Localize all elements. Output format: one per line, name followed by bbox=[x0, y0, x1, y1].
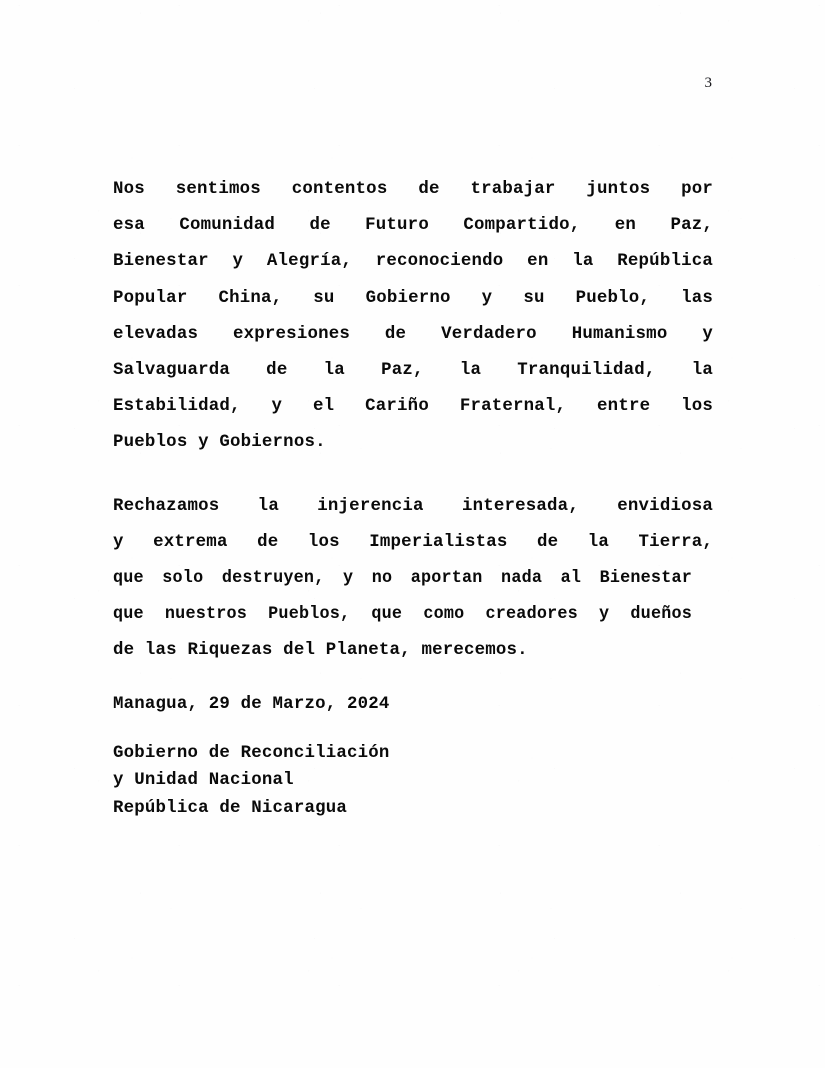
paragraph-rejection-line: que solo destruyen, y no aportan nada al Bienestar bbox=[113, 569, 692, 589]
dateline: Managua, 29 de Marzo, 2024 bbox=[113, 694, 390, 714]
paragraph-gratitude-line: Bienestar y Alegría, reconociendo en la República bbox=[113, 252, 713, 272]
signature-line-country: República de Nicaragua bbox=[113, 798, 347, 818]
paragraph-rejection-line: y extrema de los Imperialistas de la Tierra, bbox=[113, 532, 713, 552]
paragraph-gratitude-line: Popular China, su Gobierno y su Pueblo, las bbox=[113, 288, 713, 308]
paragraph-rejection-line: de las Riquezas del Planeta, merecemos. bbox=[113, 641, 528, 661]
paragraph-gratitude-line: Nos sentimos contentos de trabajar juntos por bbox=[113, 180, 713, 199]
page-number: 3 bbox=[704, 75, 712, 91]
paragraph-gratitude-line: Pueblos y Gobiernos. bbox=[113, 433, 326, 453]
paragraph-rejection-line: que nuestros Pueblos, que como creadores y dueños bbox=[113, 605, 692, 625]
paragraph-gratitude bbox=[113, 172, 713, 462]
signature-spacer bbox=[113, 723, 713, 740]
paragraph-gratitude-line: Salvaguarda de la Paz, la Tranquilidad, la bbox=[113, 361, 713, 381]
paragraph-gratitude-line: Estabilidad, y el Cariño Fraternal, entre los bbox=[113, 397, 713, 417]
paragraph-spacer bbox=[113, 462, 713, 489]
dateline-spacer bbox=[113, 670, 713, 687]
signature-line-organization-cont: y Unidad Nacional bbox=[113, 771, 294, 791]
signature-line-organization: Gobierno de Reconciliación bbox=[113, 743, 390, 763]
paragraph-rejection-line: Rechazamos la injerencia interesada, envidiosa bbox=[113, 496, 713, 516]
document-body bbox=[113, 172, 713, 822]
paragraph-rejection bbox=[113, 489, 713, 670]
signature-block bbox=[113, 740, 713, 822]
paragraph-gratitude-line: esa Comunidad de Futuro Compartido, en Paz, bbox=[113, 216, 713, 236]
paragraph-gratitude-line: elevadas expresiones de Verdadero Humanismo y bbox=[113, 324, 713, 344]
